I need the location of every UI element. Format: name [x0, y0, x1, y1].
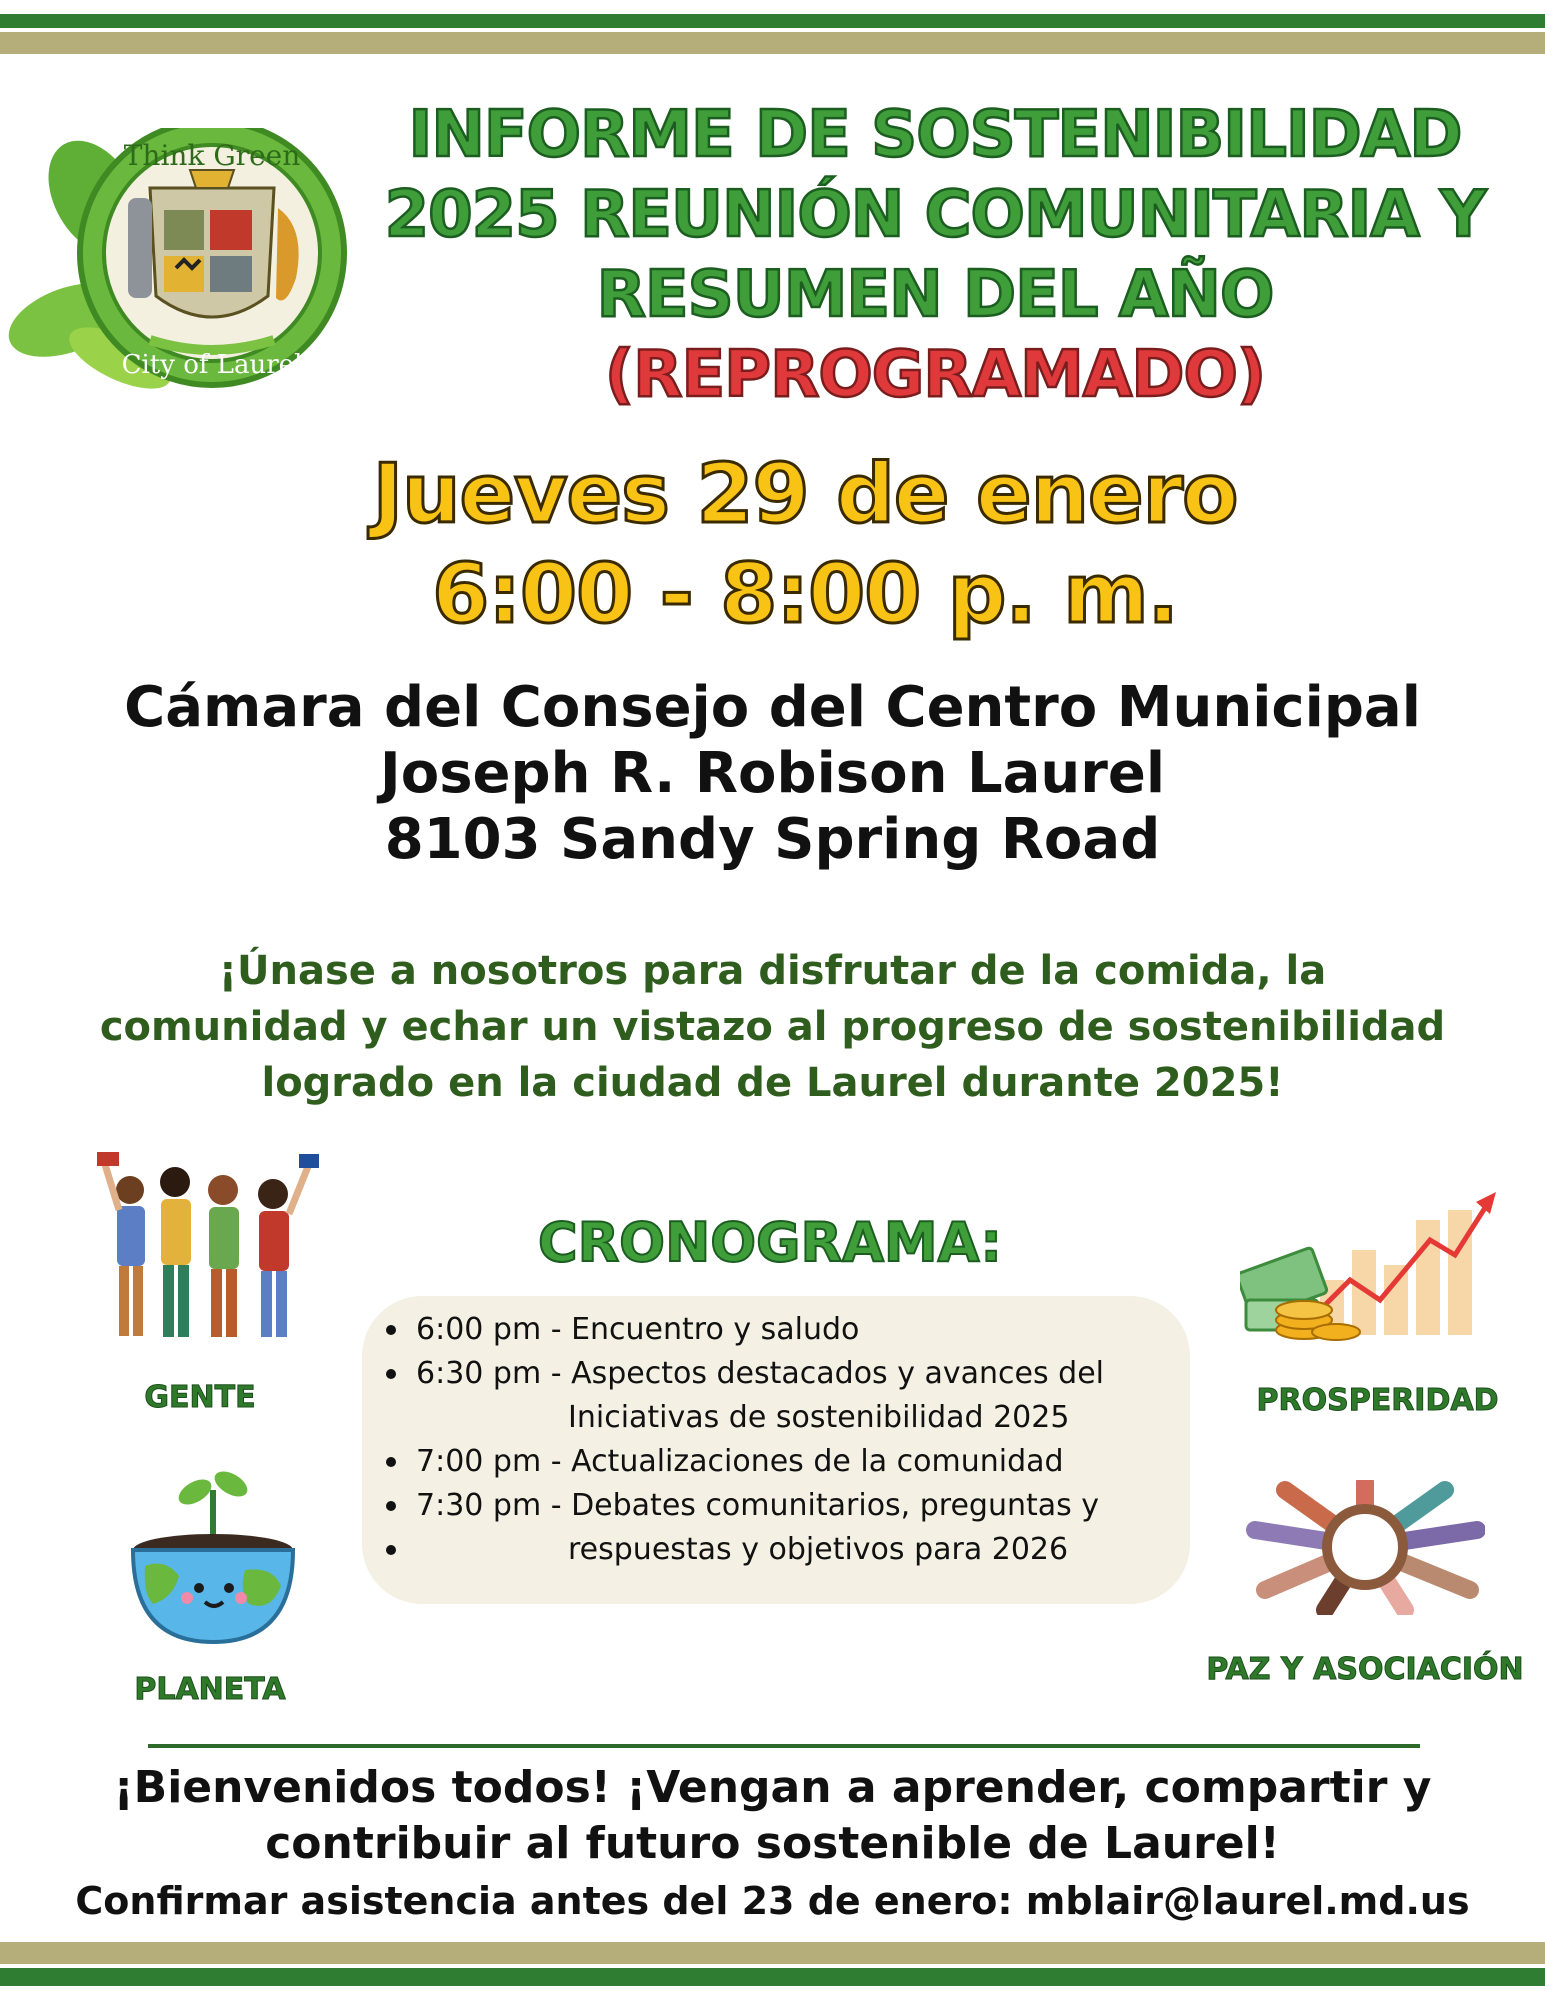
event-time: 6:00 - 8:00 p. m.	[432, 547, 1178, 642]
logo-top-text: Think Green	[123, 139, 301, 172]
logo-bottom-text: City of Laurel	[121, 350, 303, 380]
people-icon	[95, 1150, 320, 1355]
schedule-list	[376, 1308, 1196, 1572]
schedule-item-continued: respuestas y objetivos para 2026	[376, 1528, 1196, 1572]
bottom-green-band	[0, 1968, 1545, 1986]
schedule-item: 6:00 pm - Encuentro y saludo	[376, 1308, 1196, 1352]
city-of-laurel-logo	[0, 128, 360, 398]
schedule-title: CRONOGRAMA:	[537, 1211, 1003, 1274]
prosperity-chart-icon	[1240, 1190, 1500, 1345]
label-prosperity: PROSPERIDAD	[1256, 1383, 1499, 1418]
invite-line-3: logrado en la ciudad de Laurel durante 2025!	[261, 1060, 1284, 1106]
invite-line-1: ¡Únase a nosotros para disfrutar de la comida, la	[218, 948, 1327, 994]
schedule-item: 7:30 pm - Debates comunitarios, preguntas y	[376, 1484, 1196, 1528]
hands-circle-icon	[1245, 1480, 1485, 1615]
event-date: Jueves 29 de enero	[372, 447, 1238, 542]
venue-line-3: 8103 Sandy Spring Road	[384, 807, 1161, 872]
top-green-band	[0, 14, 1545, 28]
invite-line-2: comunidad y echar un vistazo al progreso de sostenibilidad	[99, 1004, 1446, 1050]
welcome-line-1: ¡Bienvenidos todos! ¡Vengan a aprender, compartir y	[113, 1762, 1432, 1813]
event-title	[370, 95, 1500, 415]
label-planet: PLANETA	[134, 1672, 286, 1707]
welcome-message	[60, 1760, 1485, 1872]
divider	[148, 1744, 1420, 1748]
label-people: GENTE	[144, 1380, 256, 1415]
label-peace-partnership: PAZ Y ASOCIACIÓN	[1206, 1652, 1524, 1687]
title-line-1: INFORME DE SOSTENIBILIDAD	[408, 98, 1462, 172]
planet-icon	[125, 1470, 300, 1650]
title-line-3: RESUMEN DEL AÑO	[596, 258, 1274, 332]
schedule-item: 6:30 pm - Aspectos destacados y avances del	[376, 1352, 1196, 1396]
welcome-line-2: contribuir al futuro sostenible de Laurel!	[265, 1818, 1280, 1869]
schedule-item-continued: Iniciativas de sostenibilidad 2025	[568, 1400, 1070, 1435]
title-line-2: 2025 REUNIÓN COMUNITARIA Y	[384, 178, 1486, 252]
schedule-item: 7:00 pm - Actualizaciones de la comunidad	[376, 1440, 1196, 1484]
venue-address	[80, 675, 1465, 873]
top-tan-band	[0, 32, 1545, 54]
invitation-text	[60, 943, 1485, 1111]
rescheduled-label: (REPROGRAMADO)	[604, 338, 1266, 412]
venue-line-1: Cámara del Consejo del Centro Municipal	[124, 675, 1421, 740]
event-datetime	[260, 445, 1350, 645]
bottom-tan-band	[0, 1942, 1545, 1964]
rsvp-line: Confirmar asistencia antes del 23 de enero: mblair@laurel.md.us	[75, 1879, 1470, 1923]
venue-line-2: Joseph R. Robison Laurel	[379, 741, 1166, 806]
